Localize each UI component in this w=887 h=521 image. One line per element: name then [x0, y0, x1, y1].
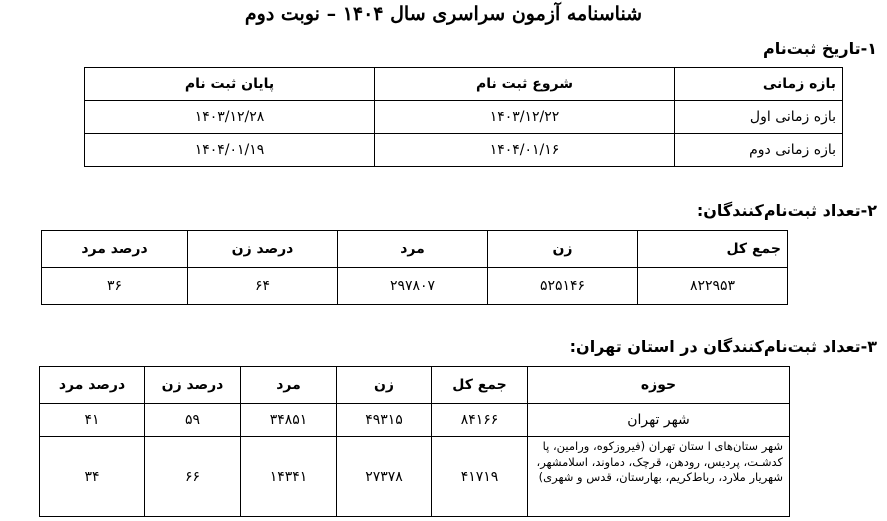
female-percent-value: ۶۶	[145, 437, 241, 517]
header-female: زن	[337, 367, 432, 404]
header-total: جمع کل	[432, 367, 528, 404]
female-value: ۵۲۵۱۴۶	[488, 268, 638, 305]
male-value: ۲۹۷۸۰۷	[338, 268, 488, 305]
male-value: ۳۴۸۵۱	[241, 404, 337, 437]
female-value: ۴۹۳۱۵	[337, 404, 432, 437]
region-name: شهر تهران	[528, 404, 790, 437]
period-label: بازه زمانی دوم	[675, 134, 843, 167]
male-percent-value: ۳۶	[42, 268, 188, 305]
header-total: جمع کل	[638, 231, 788, 268]
female-value: ۲۷۳۷۸	[337, 437, 432, 517]
header-male: مرد	[241, 367, 337, 404]
table-header-row	[40, 367, 790, 404]
total-value: ۸۲۲۹۵۳	[638, 268, 788, 305]
start-date: ۱۴۰۳/۱۲/۲۲	[375, 101, 675, 134]
registration-dates-table	[84, 67, 843, 167]
region-name: شهر ستان‌های ا ستان تهران (فیروزکوه، ورامین، پا کدشـت، پردیس، رودهن، قرچک، دماوند، اسلامشهر، شهریار ملارد، رباط‌کریم، بهارستان، قدس و شهری)	[528, 437, 790, 517]
male-percent-value: ۳۴	[40, 437, 145, 517]
male-value: ۱۴۳۴۱	[241, 437, 337, 517]
male-percent-value: ۴۱	[40, 404, 145, 437]
header-male-percent: درصد مرد	[42, 231, 188, 268]
end-date: ۱۴۰۳/۱۲/۲۸	[85, 101, 375, 134]
period-label: بازه زمانی اول	[675, 101, 843, 134]
start-date: ۱۴۰۴/۰۱/۱۶	[375, 134, 675, 167]
table-row	[85, 134, 843, 167]
end-date: ۱۴۰۴/۰۱/۱۹	[85, 134, 375, 167]
table-row	[85, 101, 843, 134]
female-percent-value: ۶۴	[188, 268, 338, 305]
header-start: شروع ثبت نام	[375, 68, 675, 101]
header-male: مرد	[338, 231, 488, 268]
total-value: ۴۱۷۱۹	[432, 437, 528, 517]
table-row	[40, 404, 790, 437]
header-period: بازه زمانی	[675, 68, 843, 101]
table-row	[42, 268, 788, 305]
header-male-percent: درصد مرد	[40, 367, 145, 404]
header-female: زن	[488, 231, 638, 268]
header-end: پایان ثبت نام	[85, 68, 375, 101]
table-header-row	[85, 68, 843, 101]
header-female-percent: درصد زن	[188, 231, 338, 268]
total-value: ۸۴۱۶۶	[432, 404, 528, 437]
table-header-row	[42, 231, 788, 268]
header-region: حوزه	[528, 367, 790, 404]
section2-heading: ۲-تعداد ثبت‌نام‌کنندگان:	[696, 201, 877, 220]
tehran-registrants-table	[39, 366, 790, 517]
female-percent-value: ۵۹	[145, 404, 241, 437]
header-female-percent: درصد زن	[145, 367, 241, 404]
registrants-table	[41, 230, 788, 305]
document-title: شناسنامه آزمون سراسری سال ۱۴۰۴ – نوبت دوم	[244, 3, 643, 25]
table-row	[40, 437, 790, 517]
section3-heading: ۳-تعداد ثبت‌نام‌کنندگان در استان تهران:	[569, 337, 877, 356]
section1-heading: ۱-تاریخ ثبت‌نام	[763, 39, 877, 58]
